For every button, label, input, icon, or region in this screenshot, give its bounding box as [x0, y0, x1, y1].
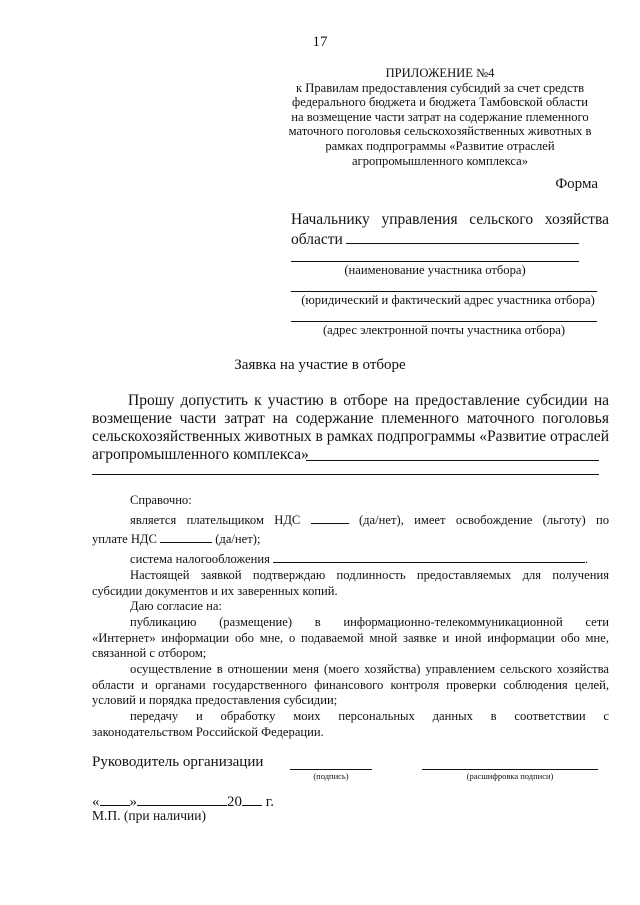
document-title: Заявка на участие в отборе [234, 357, 406, 373]
appendix-line: к Правилам предоставления субсидий за счет средств [295, 80, 585, 95]
confirm-paragraph: Настоящей заявкой подтверждаю подлинность предоставляемых для получения субсидии документов и их заверенных копий. [92, 567, 609, 598]
date-month-field[interactable] [137, 791, 227, 806]
date-close-quote: » [129, 794, 137, 810]
vat-line [92, 509, 609, 529]
appendix-line: маточного поголовья сельскохозяйственных животных в [288, 124, 592, 139]
region-name-field[interactable] [346, 243, 579, 244]
appendix-line: рамках подпрограммы «Развитие отраслей [325, 138, 555, 153]
tax-system-line: система налогообложения . [92, 548, 609, 568]
appendix-line: агропромышленного комплекса» [351, 153, 529, 168]
participant-email-field[interactable] [291, 321, 597, 322]
appendix-line: федерального бюджета и бюджета Тамбовской области [292, 95, 588, 110]
vat-payer-label: является плательщиком НДС [130, 512, 301, 527]
appendix-header [270, 66, 610, 168]
page-number: 17 [312, 34, 328, 50]
tax-system-label: система налогообложения [130, 552, 270, 567]
stamp-note: М.П. (при наличии) [92, 808, 206, 823]
caption-participant-address: (юридический и фактический адрес участника отбора) [301, 293, 595, 307]
signature-decode-caption: (расшифровка подписи) [466, 771, 554, 781]
date-open-quote: « [92, 794, 100, 810]
yes-no-hint: (да/нет); [215, 532, 261, 547]
date-year-suffix: г. [265, 794, 274, 810]
signature-caption: (подпись) [313, 771, 349, 781]
vat-exemption-field[interactable] [160, 528, 212, 543]
participant-address-field[interactable] [291, 291, 597, 292]
consent-inspection: осуществление в отношении меня (моего хозяйства) управлением сельского хозяйства области и органами государственного финансового контроля проверки соблюдения целей, условий и порядка предоставления субсидии; [92, 662, 609, 708]
addressee-line-2 [291, 230, 343, 250]
tax-system-field[interactable] [273, 548, 585, 563]
appendix-title: ПРИЛОЖЕНИЕ №4 [385, 66, 495, 80]
request-paragraph: Прошу допустить к участию в отборе на предоставление субсидии на возмещение части затрат на содержание племенного маточного поголовья сельскохозяйственных животных в рамках подпрограммы «Развитие отраслей агропромышленного комплекса» [92, 392, 609, 463]
consent-personal-data-line-1: передачу и обработку моих персональных данных в соответствии с [130, 709, 609, 724]
vat-payment-label: уплате НДС [92, 532, 157, 547]
date-year-field[interactable] [242, 791, 262, 806]
caption-participant-name: (наименование участника отбора) [344, 263, 526, 277]
form-label: Форма [555, 176, 598, 192]
caption-participant-email: (адрес электронной почты участника отбора) [322, 323, 566, 337]
addressee-line-1: Начальнику управления сельского хозяйства [291, 211, 609, 228]
signature-decode-field[interactable] [422, 769, 598, 770]
reference-heading: Справочно: [130, 493, 192, 507]
vat-exemption-line [92, 528, 609, 548]
date-year-prefix: 20 [227, 794, 242, 810]
consent-heading: Даю согласие на: [130, 599, 222, 614]
date-day-field[interactable] [100, 791, 130, 806]
addressee-region-label: области [291, 231, 343, 248]
consent-publication-line-2: «Интернет» информации обо мне, о подаваемой мной заявке и иной информации обо мне, связанной с отбором; [92, 630, 609, 661]
consent-personal-data-line-2: законодательством Российской Федерации. [92, 724, 324, 739]
reference-block [92, 493, 609, 741]
signature-field[interactable] [290, 769, 372, 770]
head-of-organization-label: Руководитель организации [92, 754, 264, 770]
appendix-line: на возмещение части затрат на содержание племенного [291, 109, 589, 124]
request-continuation-field[interactable] [306, 460, 599, 461]
consent-publication-line-1: публикацию (размещение) в информационно-телекоммуникационной сети [130, 614, 609, 629]
participant-name-field[interactable] [291, 261, 579, 262]
vat-payer-field[interactable] [311, 509, 349, 524]
vat-exemption-label: (да/нет), имеет освобождение (льготу) по [358, 512, 610, 527]
request-extra-line-field[interactable] [92, 474, 599, 475]
